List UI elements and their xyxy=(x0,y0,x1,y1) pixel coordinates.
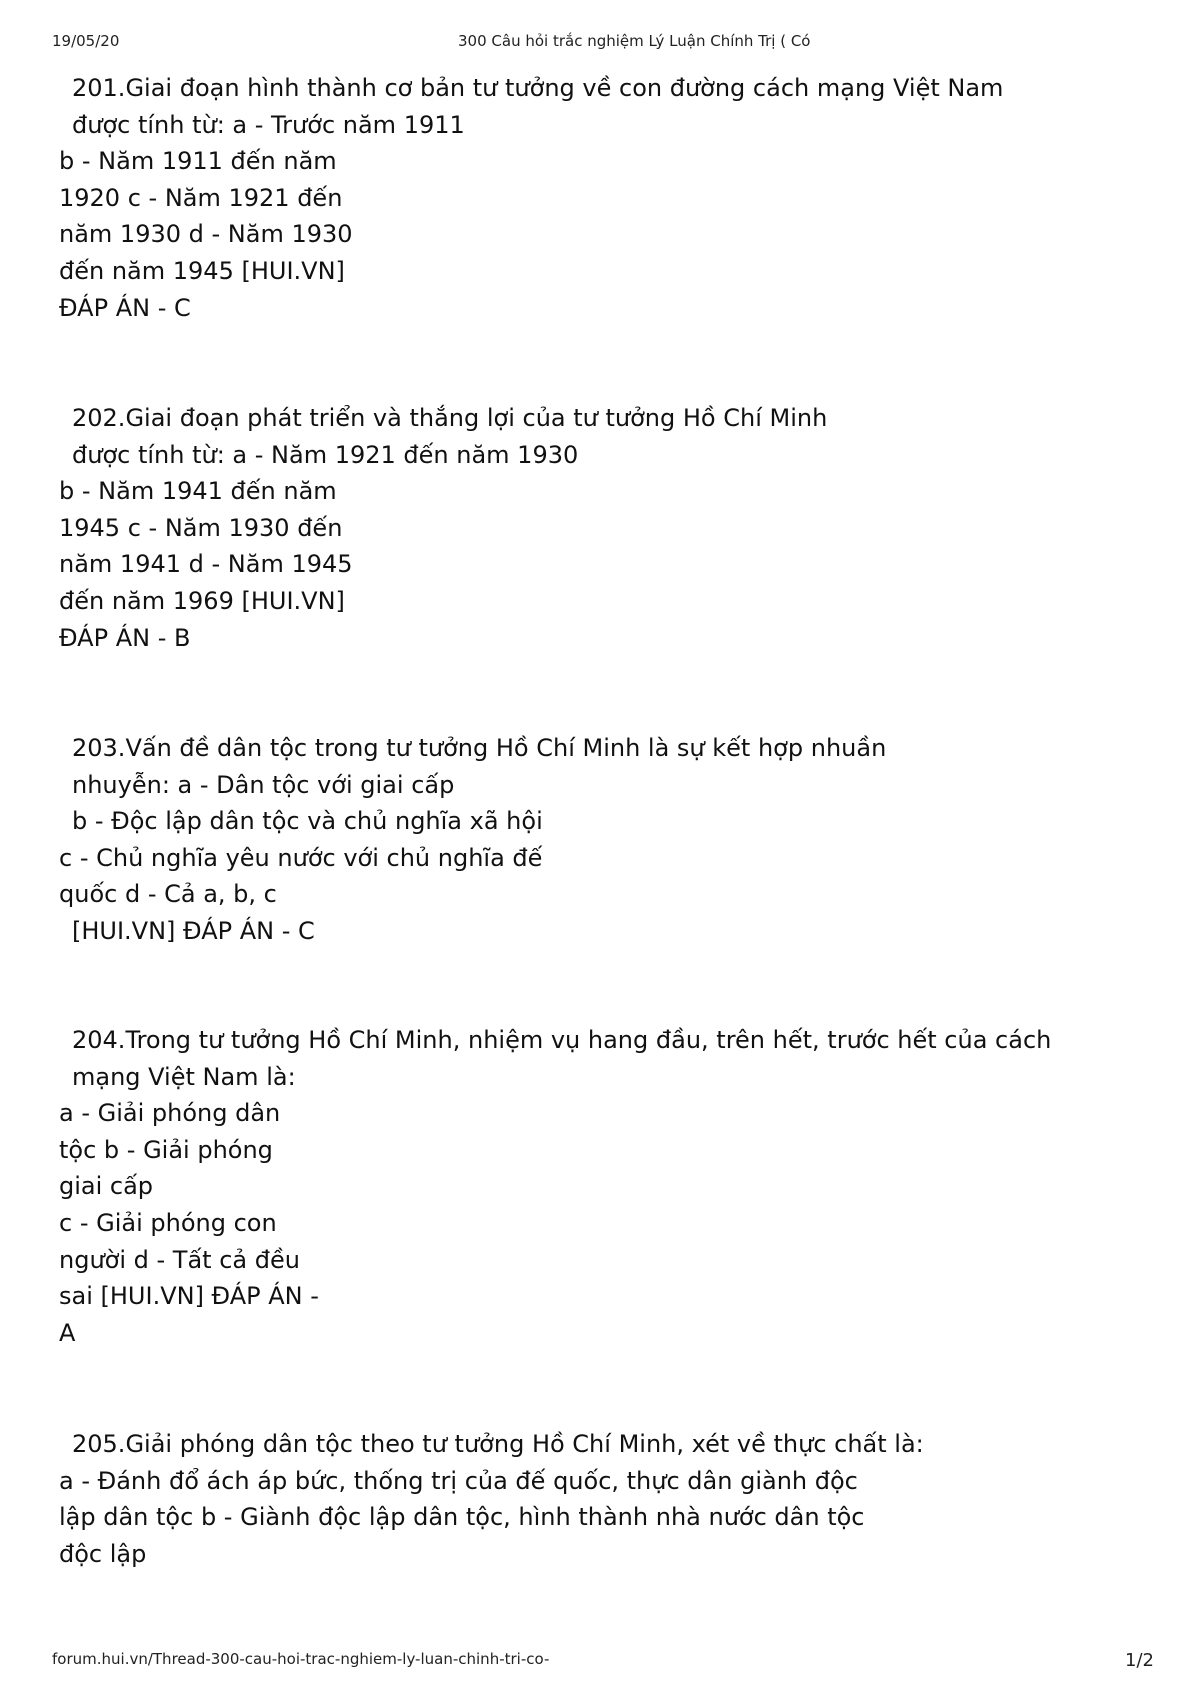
question-line: độc lập xyxy=(59,1539,147,1568)
question-line: mạng Việt Nam là: xyxy=(72,1062,296,1091)
question-line: lập dân tộc b - Giành độc lập dân tộc, hình thành nhà nước dân tộc xyxy=(59,1503,865,1532)
question-line: năm 1930 d - Năm 1930 xyxy=(59,220,353,249)
question-line: năm 1941 d - Năm 1945 xyxy=(59,550,353,579)
answer-line: A xyxy=(59,1318,76,1347)
question-line: 203.Vấn đề dân tộc trong tư tưởng Hồ Chí Minh là sự kết hợp nhuần xyxy=(72,734,887,762)
question-line: 1920 c - Năm 1921 đến xyxy=(59,183,343,212)
question-202 xyxy=(59,400,828,656)
question-line: giai cấp xyxy=(59,1172,154,1201)
question-line: người d - Tất cả đều xyxy=(59,1245,300,1274)
question-205 xyxy=(59,1426,924,1572)
question-line: 204.Trong tư tưởng Hồ Chí Minh, nhiệm vụ hang đầu, trên hết, trước hết của cách xyxy=(72,1026,1052,1054)
question-line: được tính từ: a - Trước năm 1911 xyxy=(72,110,465,139)
question-203 xyxy=(59,730,887,950)
footer-url[interactable]: forum.hui.vn/Thread-300-cau-hoi-trac-nghiem-ly-luan-chinh-tri-co- xyxy=(52,1650,550,1668)
question-line: 205.Giải phóng dân tộc theo tư tưởng Hồ Chí Minh, xét về thực chất là: xyxy=(72,1430,924,1458)
question-line: đến năm 1969 [HUI.VN] xyxy=(59,586,345,615)
page-number: 1/2 xyxy=(1125,1650,1154,1671)
question-line: 202.Giai đoạn phát triển và thắng lợi của tư tưởng Hồ Chí Minh xyxy=(72,404,828,432)
question-line: c - Chủ nghĩa yêu nước với chủ nghĩa đế xyxy=(59,843,543,872)
question-line: b - Năm 1941 đến năm xyxy=(59,477,337,506)
question-204 xyxy=(59,1022,1052,1351)
question-201 xyxy=(59,70,1004,326)
question-line: a - Giải phóng dân xyxy=(59,1099,281,1128)
answer-line: [HUI.VN] ĐÁP ÁN - C xyxy=(72,916,315,945)
question-line: nhuyễn: a - Dân tộc với giai cấp xyxy=(72,770,455,799)
question-line: 201.Giai đoạn hình thành cơ bản tư tưởng về con đường cách mạng Việt Nam xyxy=(72,74,1004,102)
question-line: quốc d - Cả a, b, c xyxy=(59,880,277,909)
question-line: c - Giải phóng con xyxy=(59,1208,277,1237)
question-line: 1945 c - Năm 1930 đến xyxy=(59,513,343,542)
question-line: được tính từ: a - Năm 1921 đến năm 1930 xyxy=(72,440,579,469)
question-line: b - Độc lập dân tộc và chủ nghĩa xã hội xyxy=(72,807,543,836)
answer-line: ĐÁP ÁN - C xyxy=(59,293,191,322)
question-line: đến năm 1945 [HUI.VN] xyxy=(59,256,345,285)
question-line: a - Đánh đổ ách áp bức, thống trị của đế quốc, thực dân giành độc xyxy=(59,1466,858,1495)
question-line: b - Năm 1911 đến năm xyxy=(59,147,337,176)
question-line: tộc b - Giải phóng xyxy=(59,1135,273,1164)
header-title: 300 Câu hỏi trắc nghiệm Lý Luận Chính Trị ( Có xyxy=(458,32,811,50)
answer-line: sai [HUI.VN] ĐÁP ÁN - xyxy=(59,1282,319,1311)
header-date: 19/05/20 xyxy=(52,32,120,50)
answer-line: ĐÁP ÁN - B xyxy=(59,623,191,652)
